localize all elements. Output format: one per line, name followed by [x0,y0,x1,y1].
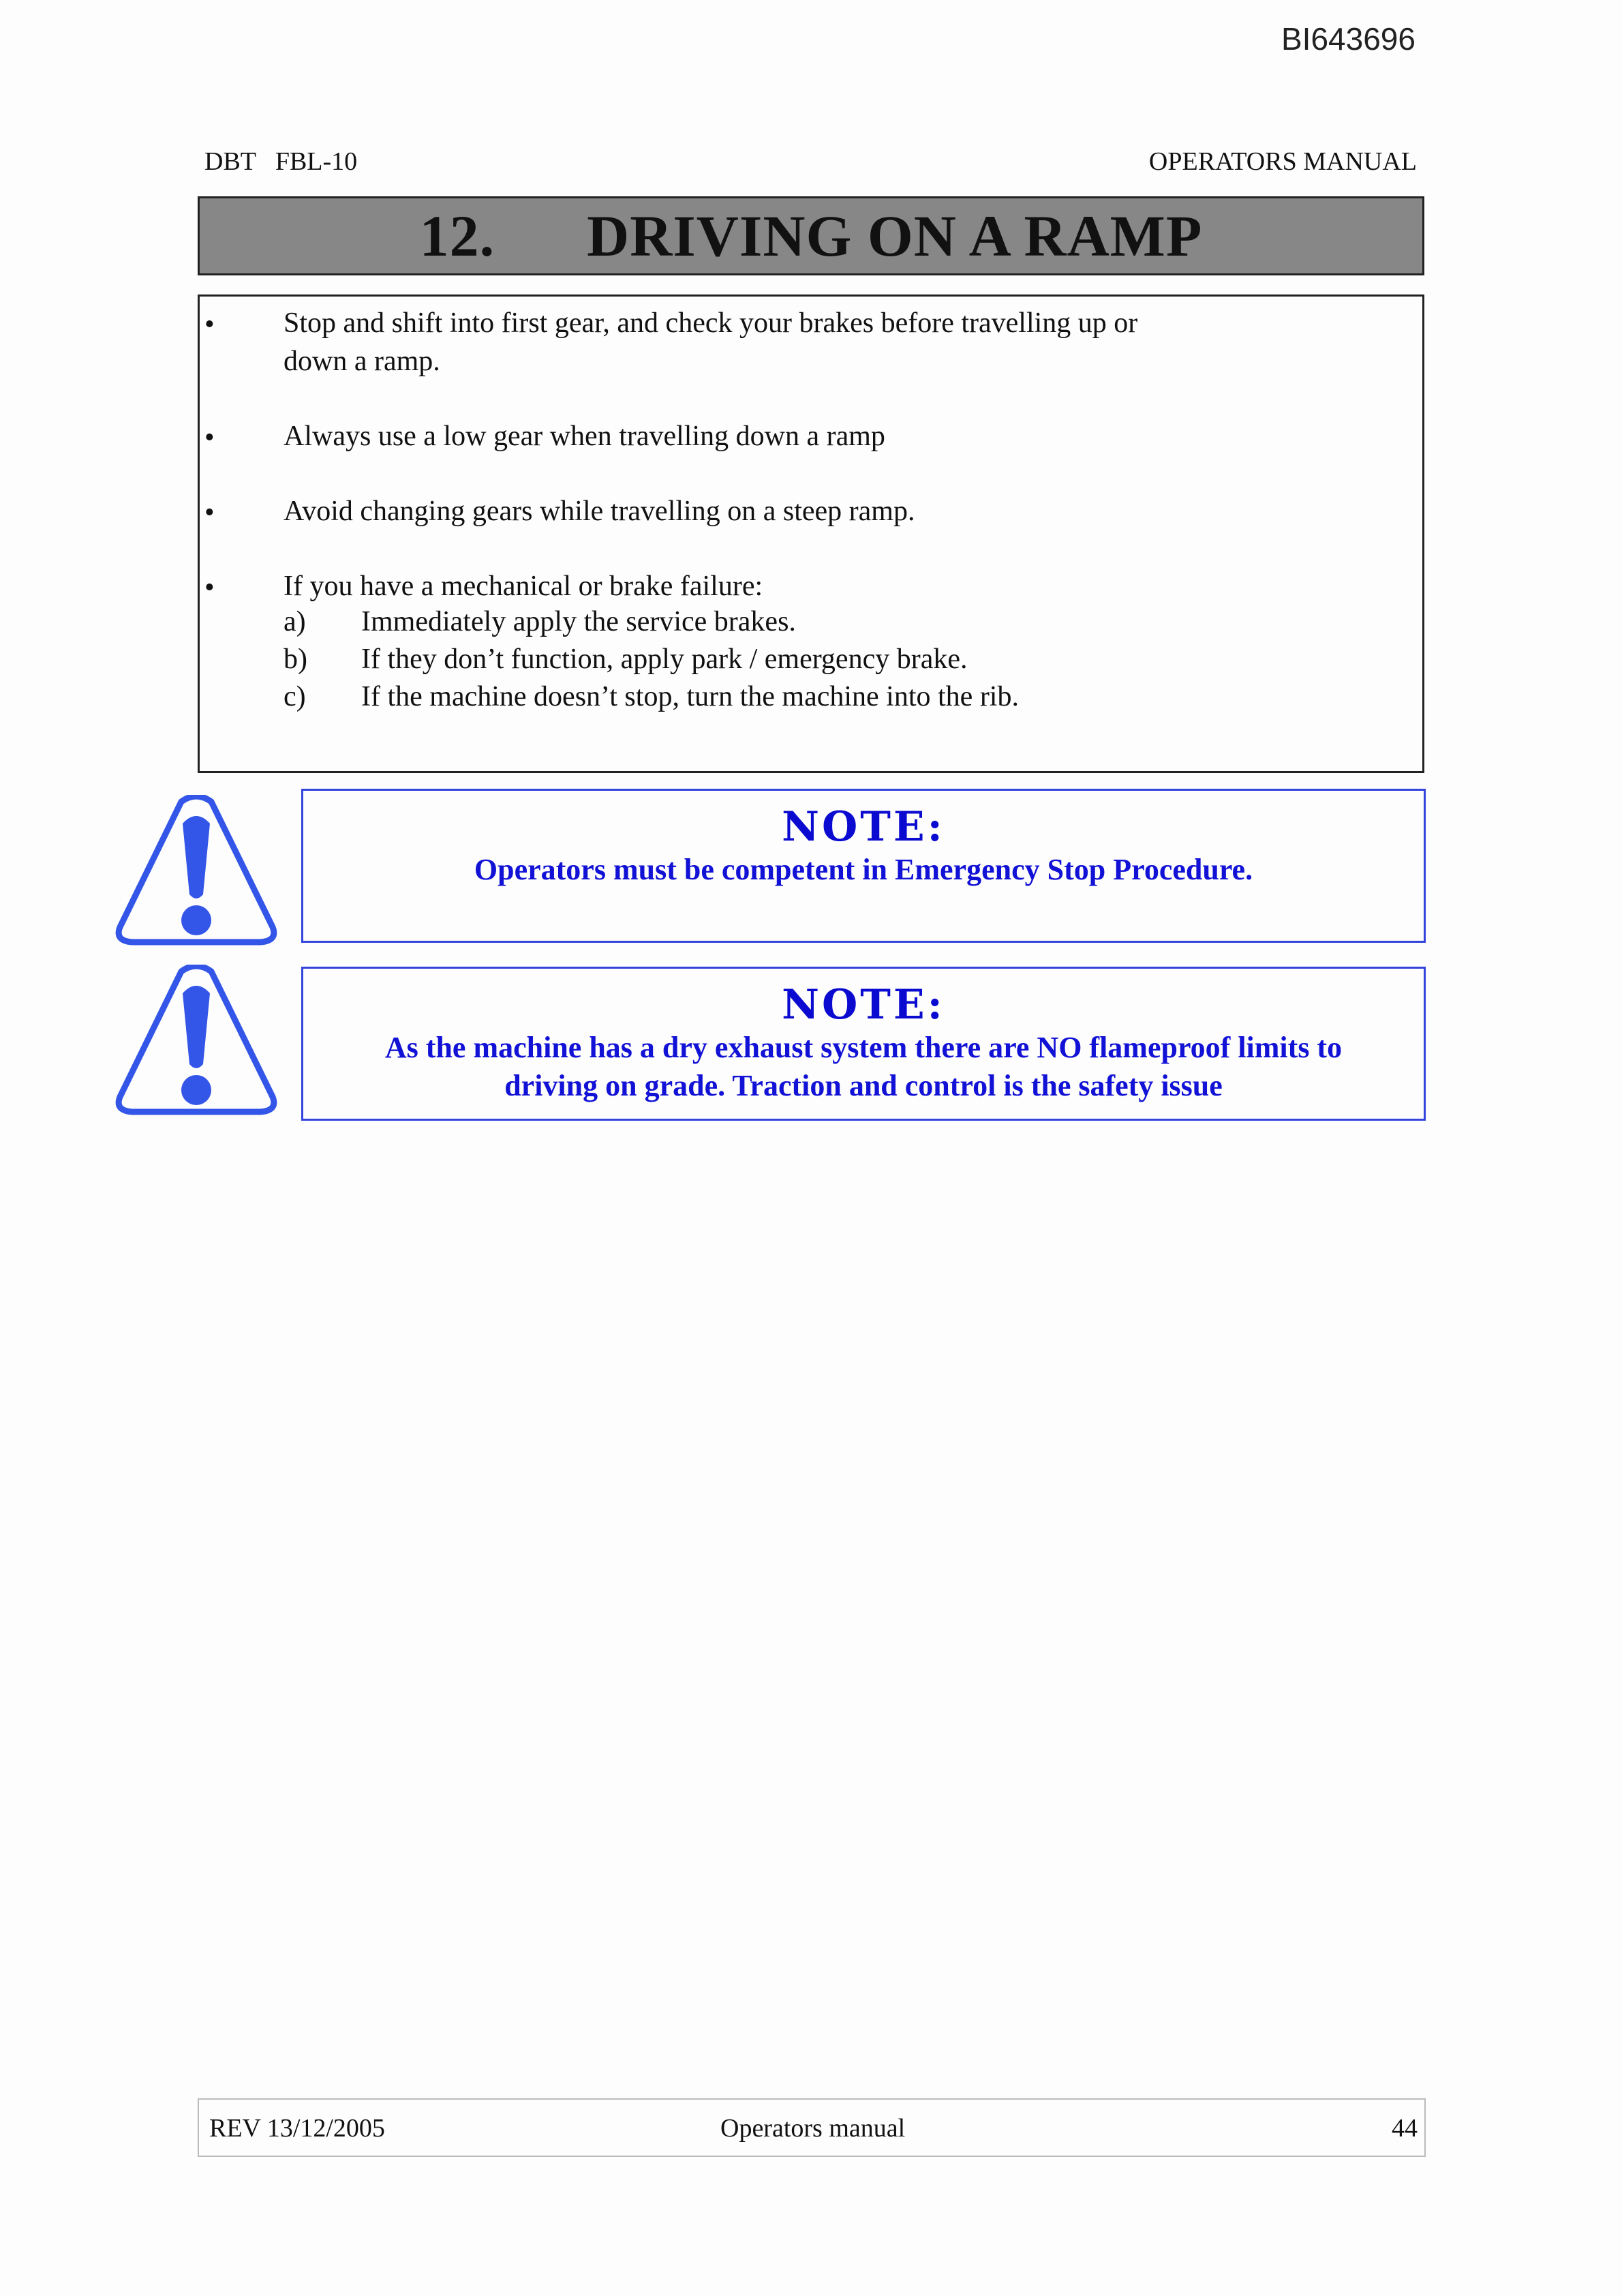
document-id: BI643696 [1281,21,1416,57]
sub-item-label: a) [284,606,306,637]
sub-item-text: If the machine doesn’t stop, turn the machine into the rib. [361,681,1019,712]
sub-item-label: c) [284,681,306,712]
bullet-text-line: Stop and shift into first gear, and check your brakes before travelling up or [284,307,1138,339]
bullet-text-line: If you have a mechanical or brake failure: [284,571,763,602]
sub-item-label: b) [284,644,307,675]
sub-item-text: Immediately apply the service brakes. [361,606,796,637]
note-text-line: driving on grade. Traction and control is the safety issue [504,1069,1223,1102]
section-title: 12. DRIVING ON A RAMP [419,203,1203,269]
note-text: Operators must be competent in Emergency Stop Procedure. [474,853,1253,886]
header-manual-title: OPERATORS MANUAL [1148,147,1417,176]
bullet-text-line: Avoid changing gears while travelling on a steep ramp. [284,496,915,527]
bullet-marker: • [204,497,215,528]
bullet-marker: • [204,309,215,340]
sub-item-text: If they don’t function, apply park / emergency brake. [361,644,968,675]
note-box [301,789,1426,943]
warning-triangle-exclamation-icon [114,965,278,1116]
header-model: DBT FBL-10 [204,147,358,176]
note-heading: NOTE: [782,803,945,851]
footer-revision: REV 13/12/2005 [209,2114,385,2143]
page-number: 44 [1392,2114,1418,2143]
note-heading: NOTE: [782,981,945,1029]
note-box [301,967,1426,1121]
warning-triangle-exclamation-icon [114,795,278,946]
bullet-marker: • [204,572,215,603]
section-title-bar [198,196,1424,275]
bullet-text-line: Always use a low gear when travelling down a ramp [284,421,885,452]
bullet-marker: • [204,422,215,453]
bullet-text-line: down a ramp. [284,346,440,377]
note-text-line: As the machine has a dry exhaust system there are NO flameproof limits to [384,1031,1343,1064]
footer-title: Operators manual [720,2114,906,2143]
